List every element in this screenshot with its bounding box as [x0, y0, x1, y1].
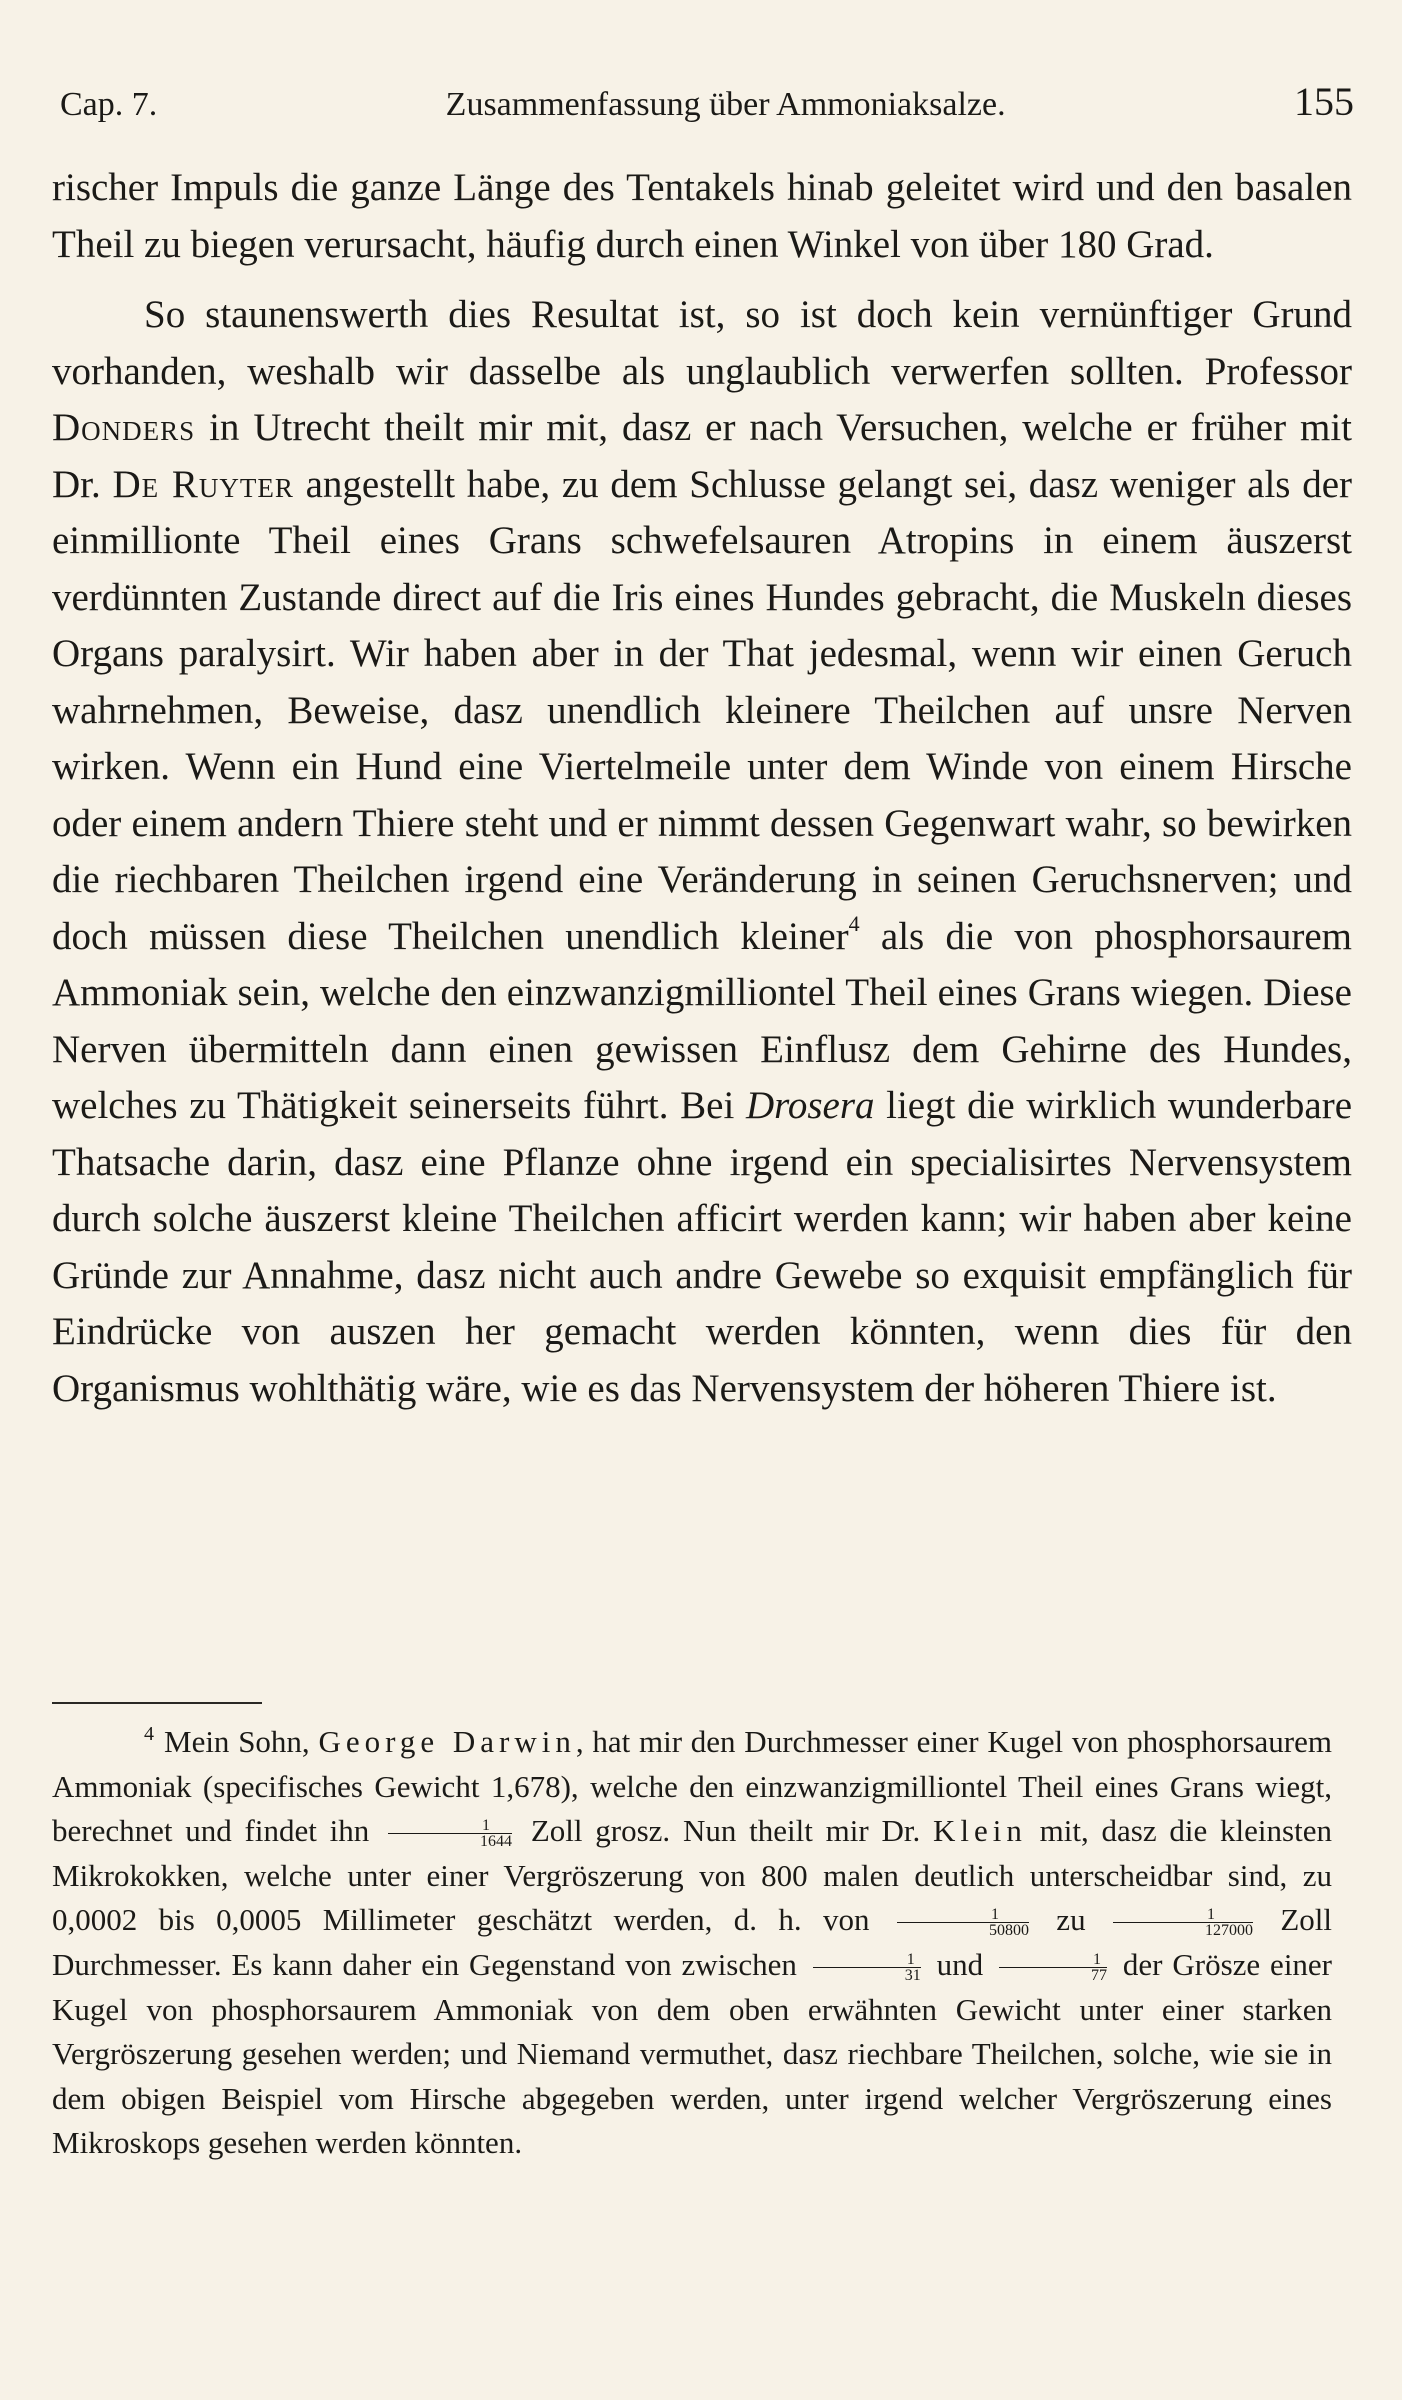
page-number: 155 — [1293, 79, 1354, 124]
person-name: Klein — [933, 1813, 1027, 1849]
genus-name: Drosera — [745, 1084, 875, 1127]
text-run: in Utrecht theilt mir mit, dasz er nach Versuchen, welche er früher mit Dr. — [52, 406, 1352, 506]
person-name: George Darwin — [318, 1724, 576, 1759]
fraction: $\frac{1}{127000}$ — [1113, 1907, 1253, 1938]
footnote — [52, 1720, 1332, 2166]
paragraph: rischer Impuls die ganze Länge des Tentakels hinab geleitet wird und den basalen Theil zu biegen verursacht, häufig durch einen Winkel von über 180 Grad. — [52, 166, 1352, 266]
main-text — [52, 160, 1352, 1417]
footnote-paragraph — [52, 1720, 1332, 2166]
person-name: De Ruyter — [112, 462, 294, 506]
paragraph — [52, 287, 1352, 1417]
fraction: $\frac{1}{50800}$ — [897, 1907, 1029, 1938]
fraction: $\frac{1}{77}$ — [999, 1952, 1107, 1983]
person-name: Donders — [52, 406, 196, 449]
text-run: liegt die wirklich wunderbare Thatsache darin, dasz eine Pflanze ohne irgend ein specialisirtes Nervensystem durch solche äuszerst kleine Theilchen afficirt werden kann; wir haben aber keine Gründe zur Annahme, dasz nicht auch andre Gewebe so exquisit empfänglich für Eindrücke von auszen her gemacht werden könnten, wenn dies für den Organismus wohlthätig wäre, wie es das Nervensystem der höheren Thiere ist. — [52, 1084, 1353, 1410]
text-run: So staunenswerth dies Resultat ist, so ist doch kein vernünftiger Grund vorhanden, weshalb wir dasselbe als unglaublich verwerfen sollten. Professor — [52, 293, 1352, 393]
text-run: Zoll grosz. Nun theilt mir Dr. — [518, 1813, 933, 1849]
running-header — [60, 78, 1354, 125]
text-run: angestellt habe, zu dem Schlusse gelangt sei, dasz weniger als der einmillionte Theil eines Grans schwefelsauren Atropins in einem äuszerst verdünnten Zustande direct auf die Iris eines Hundes gebracht, die Muskeln dieses Organs paralysirt. Wir haben aber in der That jedesmal, wenn wir einen Geruch wahrnehmen, Beweise, dasz unendlich kleinere Theilchen auf unsre Nerven wirken. Wenn ein Hund eine Viertelmeile unter dem Winde von einem Hirsche oder einem andern Thiere steht und er nimmt dessen Gegenwart wahr, so bewirken die riechbaren Theilchen irgend eine Veränderung in seinen Geruchsnerven; und doch müssen diese Theilchen unendlich kleiner — [52, 462, 1352, 958]
footnote-divider — [52, 1702, 262, 1704]
text-run: Zoll Durchmesser. Es kann daher ein Gegenstand von zwischen — [52, 1902, 1332, 1982]
text-run: mit, dasz die kleinsten Mikrokokken, welche unter einer Vergröszerung von 800 malen deutlich unterscheidbar sind, zu 0,0002 bis 0,0005 Millimeter geschätzt werden, d. h. von — [52, 1813, 1332, 1938]
footnote-number: 4 — [144, 1723, 154, 1745]
text-run: , hat mir den Durchmesser einer Kugel von phosphorsaurem Ammoniak (specifisches Gewicht 1,678), welche den einzwanzigmilliontel Theil eines Grans wiegt, berechnet und findet ihn — [52, 1724, 1333, 1849]
text-run: Mein Sohn, — [164, 1724, 319, 1759]
chapter-label: Cap. 7. — [60, 86, 158, 123]
text-run: der Grösze einer Kugel von phosphorsaurem Ammoniak von dem oben erwähnten Gewicht unter einer starken Vergröszerung gesehen werden; und Niemand vermuthet, dasz riechbare Theilchen, solche, wie sie in dem obigen Beispiel vom Hirsche abgegeben werden, unter irgend welcher Vergröszerung eines Mikroskops gesehen werden könnten. — [52, 1946, 1333, 2161]
fraction: $\frac{1}{1644}$ — [388, 1818, 512, 1849]
running-title: Zusammenfassung über Ammoniaksalze. — [445, 86, 1006, 123]
fraction: $\frac{1}{31}$ — [813, 1952, 921, 1983]
text-run: und — [926, 1946, 994, 1982]
footnote-reference: 4 — [848, 910, 860, 936]
text-run: als die von phosphorsaurem Ammoniak sein, welche den einzwanzigmilliontel Theil eines Grans wiegen. Diese Nerven übermitteln dann einen gewissen Einflusz dem Gehirne des Hundes, welches zu Thätigkeit seinerseits führt. Bei — [52, 914, 1352, 1127]
text-run: zu — [1034, 1902, 1107, 1938]
